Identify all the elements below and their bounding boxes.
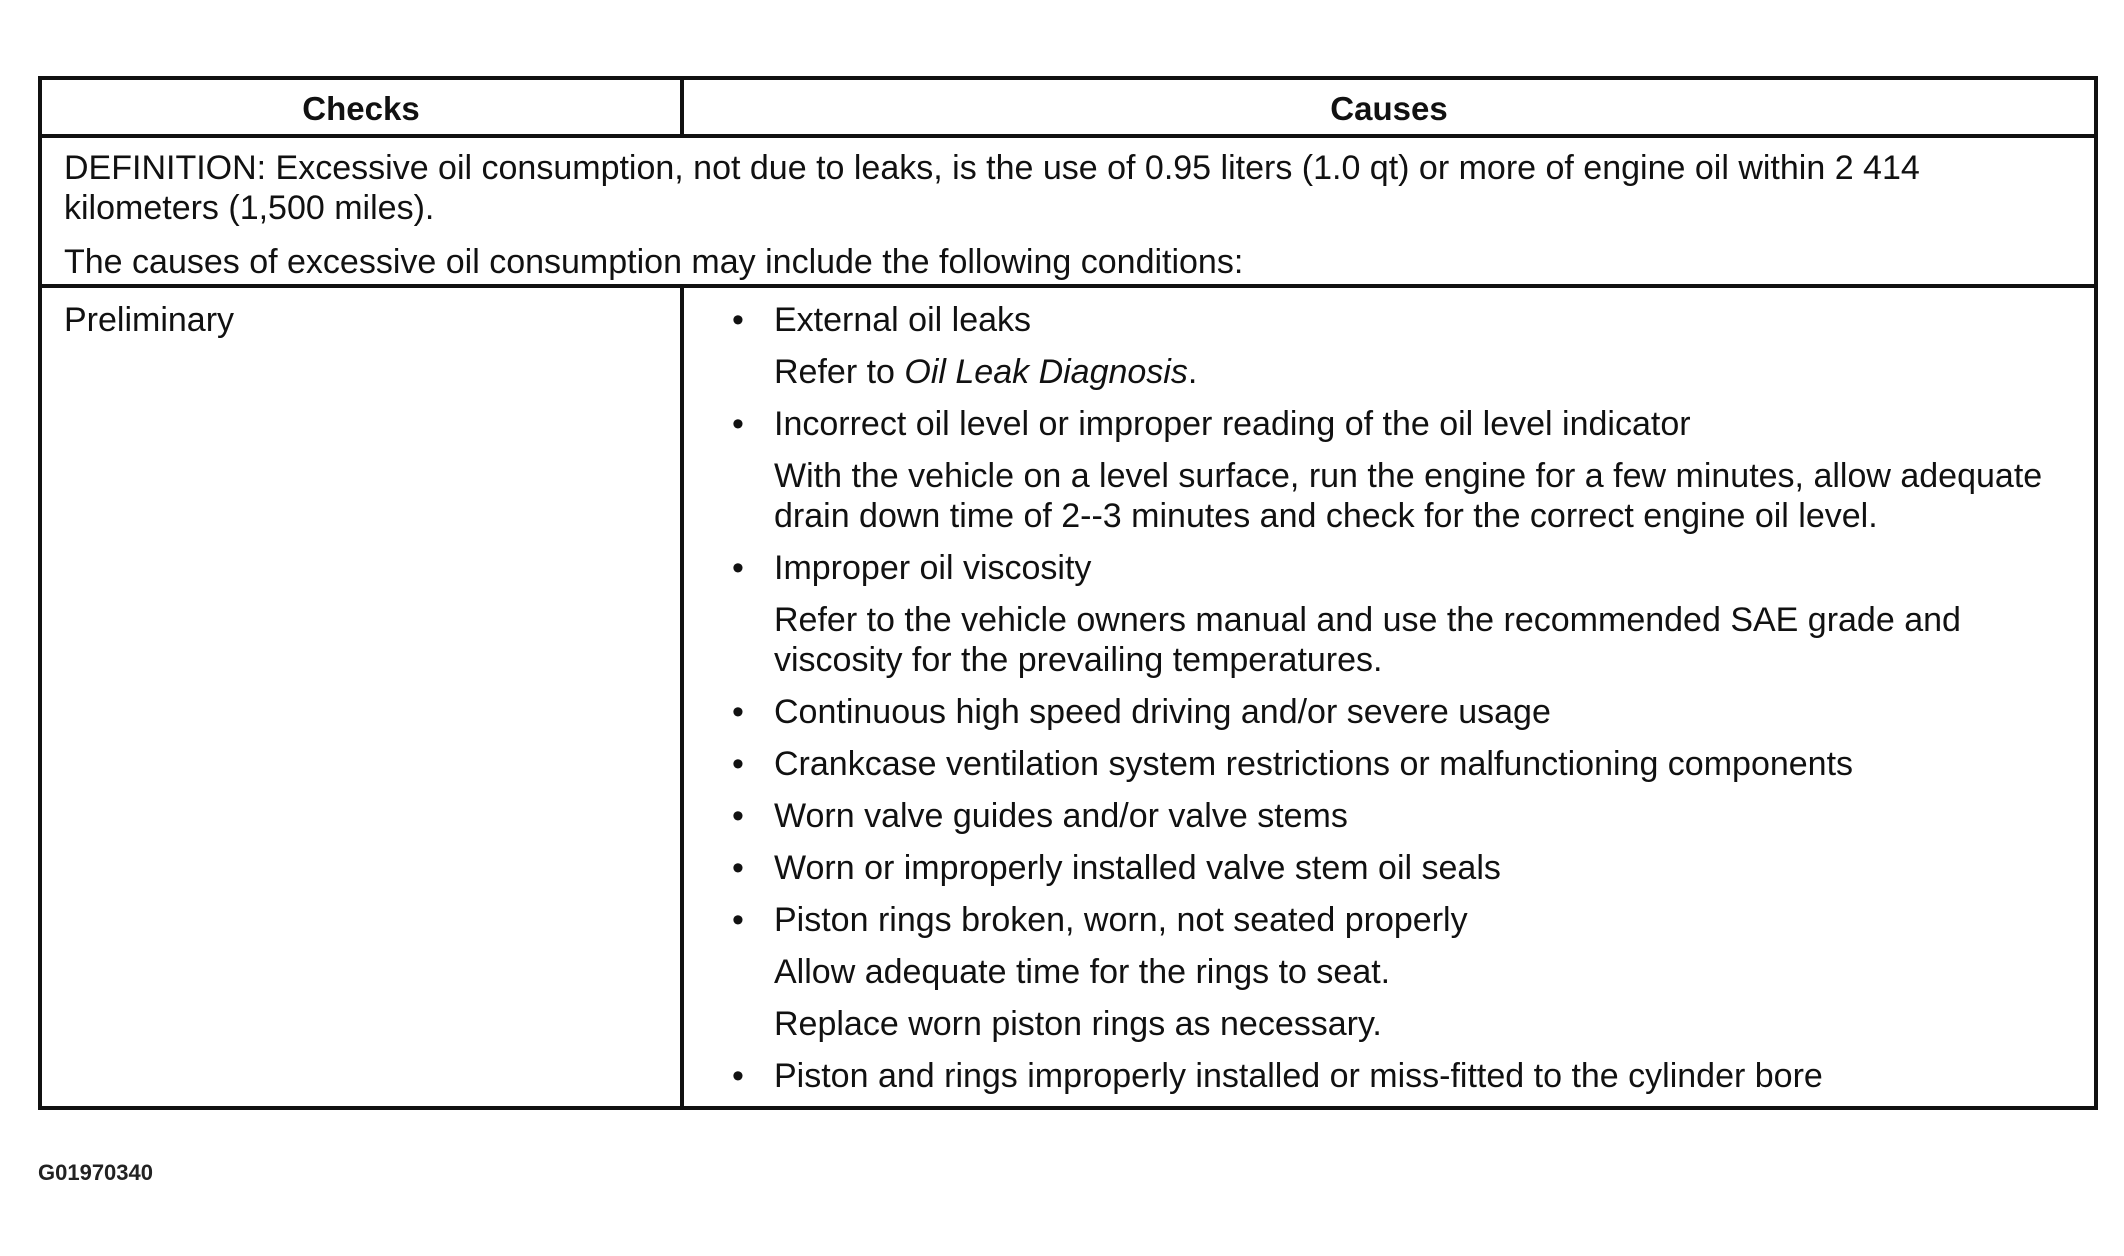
list-item [732, 1056, 2054, 1096]
bullet-icon: • [732, 901, 744, 939]
cause-text: Incorrect oil level or improper reading of the oil level indicator [774, 405, 1691, 443]
definition-cell [40, 136, 2096, 286]
cause-detail-text: With the vehicle on a level surface, run the engine for a few minutes, allow adequate drain down time of 2--3 minutes and check for the correct engine oil level. [774, 457, 2043, 535]
bullet-icon: • [732, 549, 744, 587]
cause-detail-reference: Oil Leak Diagnosis [904, 353, 1188, 391]
cause-text: Worn valve guides and/or valve stems [774, 797, 1348, 835]
cause-detail-text: Allow adequate time for the rings to seat. [774, 953, 1391, 991]
cause-text: Improper oil viscosity [774, 549, 1092, 587]
cause-detail [732, 352, 2054, 392]
cause-text: Piston rings broken, worn, not seated properly [774, 901, 1468, 939]
list-item [732, 692, 2054, 732]
diagnosis-table [38, 76, 2098, 1110]
cause-detail [732, 600, 2054, 680]
causes-list [732, 300, 2054, 1096]
header-checks: Checks [40, 78, 682, 136]
causes-cell [682, 286, 2096, 1108]
bullet-icon: • [732, 301, 744, 339]
list-item [732, 848, 2054, 888]
cause-detail-text: Replace worn piston rings as necessary. [774, 1005, 1382, 1043]
definition-row [40, 136, 2096, 286]
list-item [732, 796, 2054, 836]
bullet-icon: • [732, 745, 744, 783]
header-row [40, 78, 2096, 136]
definition-text: DEFINITION: Excessive oil consumption, not due to leaks, is the use of 0.95 liters (1.0 qt) or more of engine oil within 2 414 kilometers (1,500 miles). [64, 149, 1920, 227]
list-item [732, 548, 2054, 680]
cause-bullet-line [732, 548, 2054, 588]
check-cell: Preliminary [40, 286, 682, 1108]
bullet-icon: • [732, 1057, 744, 1095]
cause-detail-text: Refer to [774, 353, 905, 391]
cause-detail-text: Refer to the vehicle owners manual and use the recommended SAE grade and viscosity for the prevailing temperatures. [774, 601, 1961, 679]
list-item [732, 900, 2054, 1044]
header-causes: Causes [682, 78, 2096, 136]
list-item [732, 300, 2054, 392]
intro-text: The causes of excessive oil consumption may include the following conditions: [64, 243, 1244, 281]
cause-detail [732, 952, 2054, 992]
cause-text: Continuous high speed driving and/or severe usage [774, 693, 1551, 731]
cause-bullet-line [732, 404, 2054, 444]
cause-detail [732, 456, 2054, 536]
cause-bullet-line [732, 300, 2054, 340]
cause-bullet-line [732, 848, 2054, 888]
table-row [40, 286, 2096, 1108]
bullet-icon: • [732, 405, 744, 443]
list-item [732, 404, 2054, 536]
figure-id: G01970340 [38, 1160, 153, 1185]
bullet-icon: • [732, 797, 744, 835]
cause-detail-suffix: . [1187, 353, 1198, 391]
cause-text: External oil leaks [774, 301, 1032, 339]
list-item [732, 744, 2054, 784]
cause-text: Piston and rings improperly installed or miss-fitted to the cylinder bore [774, 1057, 1823, 1095]
cause-text: Worn or improperly installed valve stem oil seals [774, 849, 1501, 887]
bullet-icon: • [732, 693, 744, 731]
cause-bullet-line [732, 900, 2054, 940]
cause-bullet-line [732, 796, 2054, 836]
cause-bullet-line [732, 1056, 2054, 1096]
cause-bullet-line [732, 692, 2054, 732]
cause-bullet-line [732, 744, 2054, 784]
cause-detail [732, 1004, 2054, 1044]
bullet-icon: • [732, 849, 744, 887]
cause-text: Crankcase ventilation system restrictions or malfunctioning components [774, 745, 1854, 783]
